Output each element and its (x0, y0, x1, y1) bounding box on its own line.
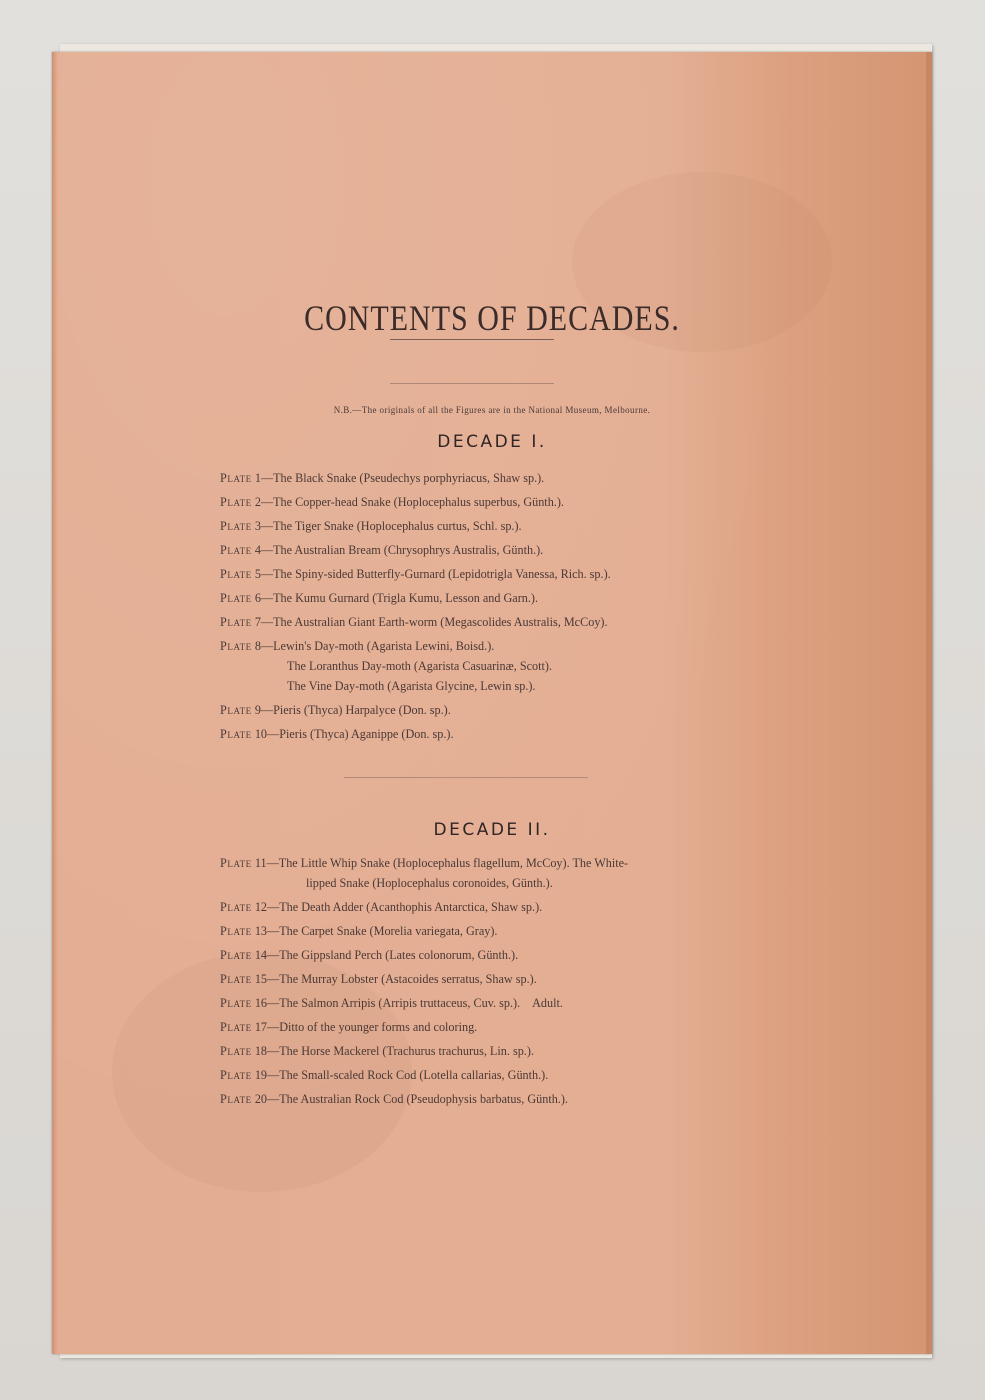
plate-entry: Plate 18—The Horse Mackerel (Trachurus trachurus, Lin. sp.). (220, 1044, 534, 1058)
plate-entry: Plate 16—The Salmon Arripis (Arripis truttaceus, Cuv. sp.). Adult. (220, 996, 563, 1010)
title-rule-bottom (390, 383, 554, 384)
plate-entry: Plate 11—The Little Whip Snake (Hoplocephalus flagellum, McCoy). The White- lipped Snake (Hoplocephalus coronoides, Günth.). (220, 855, 780, 892)
page-title: CONTENTS OF DECADES. (304, 298, 680, 339)
plate-entry: Plate 1—The Black Snake (Pseudechys porphyriacus, Shaw sp.). (220, 471, 545, 485)
plate-entry: Plate 15—The Murray Lobster (Astacoides serratus, Shaw sp.). (220, 972, 537, 986)
plate-entry: Plate 9—Pieris (Thyca) Harpalyce (Don. sp.). (220, 703, 451, 717)
plate-continuation: The Vine Day-moth (Agarista Glycine, Lewin sp.). (287, 679, 536, 693)
plate-entry: Plate 7—The Australian Giant Earth-worm (Megascolides Australis, McCoy). (220, 615, 608, 629)
decade-1-heading: DECADE I. (437, 432, 547, 452)
plate-entry: Plate 13—The Carpet Snake (Morelia variegata, Gray). (220, 924, 498, 938)
decade-2-heading: DECADE II. (433, 820, 551, 840)
plate-entry: Plate 2—The Copper-head Snake (Hoplocephalus superbus, Günth.). (220, 495, 564, 509)
plate-entry: Plate 19—The Small-scaled Rock Cod (Lotella callarias, Günth.). (220, 1068, 549, 1082)
decade-2-plate-list (220, 855, 780, 1115)
plate-entry: Plate 6—The Kumu Gurnard (Trigla Kumu, Lesson and Garn.). (220, 591, 539, 605)
plate-continuation: The Loranthus Day-moth (Agarista Casuarinæ, Scott). (287, 659, 553, 673)
plate-entry: Plate 3—The Tiger Snake (Hoplocephalus curtus, Schl. sp.). (220, 519, 522, 533)
title-rule-top (390, 339, 554, 340)
plate-tail-note: Adult. (532, 996, 563, 1010)
plate-continuation: lipped Snake (Hoplocephalus coronoides, Günth.). (306, 876, 553, 890)
plate-entry: Plate 5—The Spiny-sided Butterfly-Gurnard (Lepidotrigla Vanessa, Rich. sp.). (220, 567, 611, 581)
museum-note: N.B.—The originals of all the Figures are in the National Museum, Melbourne. (333, 405, 651, 415)
plate-entry: Plate 10—Pieris (Thyca) Aganippe (Don. sp.). (220, 727, 454, 741)
plate-entry: Plate 14—The Gippsland Perch (Lates colonorum, Günth.). (220, 948, 519, 962)
plate-entry: Plate 17—Ditto of the younger forms and coloring. (220, 1020, 478, 1034)
plate-entry: Plate 8—Lewin's Day-moth (Agarista Lewini, Boisd.). The Loranthus Day-moth (Agarista Casuarinæ, Scott). The Vine Day-moth (Agarista Glycine, Lewin sp.). (220, 638, 780, 695)
cover-page (52, 52, 932, 1354)
cover-spine-shadow (52, 52, 58, 1354)
plate-entry: Plate 12—The Death Adder (Acanthophis Antarctica, Shaw sp.). (220, 900, 543, 914)
decade-separator-rule (344, 777, 588, 778)
plate-entry: Plate 20—The Australian Rock Cod (Pseudophysis barbatus, Günth.). (220, 1092, 568, 1106)
plate-entry: Plate 4—The Australian Bream (Chrysophrys Australis, Günth.). (220, 543, 544, 557)
decade-1-plate-list (220, 470, 780, 750)
